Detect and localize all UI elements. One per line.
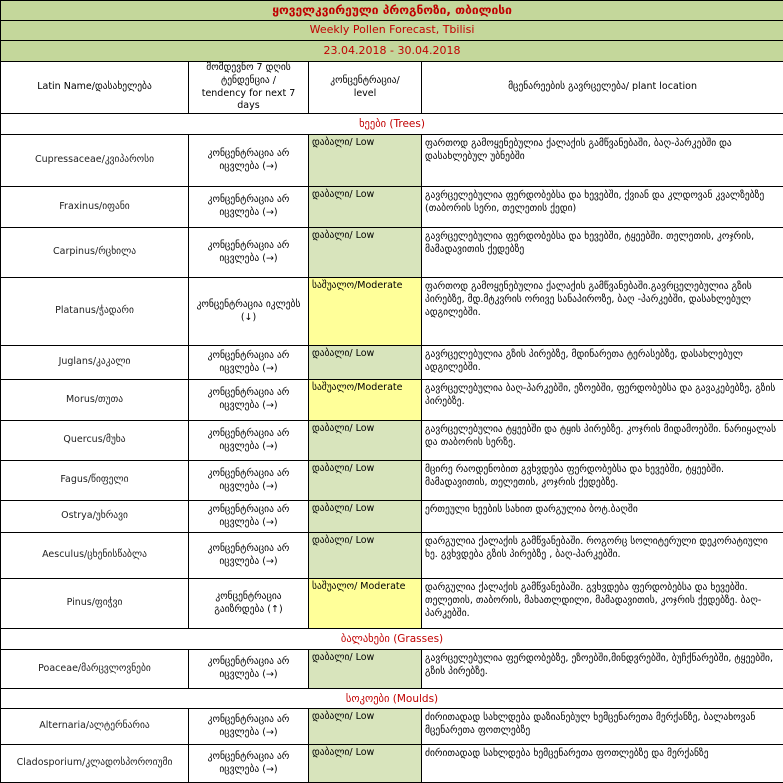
date-range: 23.04.2018 - 30.04.2018 xyxy=(1,41,783,62)
section-title: ხეები (Trees) xyxy=(1,114,783,135)
tendency-cell: კონცენტრაცია არ იცვლება (→) xyxy=(189,421,309,461)
location-cell: ფართოდ გამოყენებულია ქალაქის გამწვანებაში, ბაღ-პარკებში და დასახლებულ უბნებში xyxy=(422,135,783,187)
column-header-location: მცენარეების გავრცელება/ plant location xyxy=(422,62,783,114)
location-cell: გავრცელებულია ტყეებში და ტყის პირებზე. კოჯრის მიდამოებში. ნარიყალას და თაბორის სერზე. xyxy=(422,421,783,461)
column-header-latin: Latin Name/დასახელება xyxy=(1,62,189,114)
level-cell: დაბალი/ Low xyxy=(309,187,422,228)
section-title: ბალახები (Grasses) xyxy=(1,629,783,650)
column-header-level xyxy=(309,62,422,114)
plant-name-cell: Aesculus/ცხენისწაბლა xyxy=(1,533,189,579)
plant-name-cell: Fagus/წიფელი xyxy=(1,461,189,501)
table-row xyxy=(1,745,783,783)
section-header-row xyxy=(1,689,783,709)
level-cell: დაბალი/ Low xyxy=(309,135,422,187)
level-cell: საშუალო/Moderate xyxy=(309,380,422,421)
title-row xyxy=(1,1,783,21)
dates-row xyxy=(1,41,783,62)
level-cell: საშუალო/Moderate xyxy=(309,278,422,346)
subtitle-row xyxy=(1,21,783,41)
location-cell: გავრცელებულია ფერდობებსა და ხევებში, ტყეებში. თელეთის, კოჯრის, მამადავითის ქედებზე xyxy=(422,228,783,278)
table-row xyxy=(1,533,783,579)
tendency-cell: კონცენტრაცია არ იცვლება (→) xyxy=(189,380,309,421)
level-cell: დაბალი/ Low xyxy=(309,650,422,689)
column-header-row xyxy=(1,62,783,114)
level-cell: დაბალი/ Low xyxy=(309,461,422,501)
level-cell: დაბალი/ Low xyxy=(309,709,422,745)
plant-name-cell: Fraxinus/იფანი xyxy=(1,187,189,228)
location-cell: გავრცელებულია გზის პირებზე, მდინარეთა ტერასებზე, დასახლებულ ადგილებში. xyxy=(422,346,783,380)
tendency-cell: კონცენტრაცია არ იცვლება (→) xyxy=(189,187,309,228)
location-cell: გავრცელებულია ფერდობებზე, ეზოებში,მინდვრებში, ბუჩქნარებში, ტყეებში, გზის პირებზე. xyxy=(422,650,783,689)
section-title: სოკოები (Moulds) xyxy=(1,689,783,709)
table-row xyxy=(1,228,783,278)
page-subtitle: Weekly Pollen Forecast, Tbilisi xyxy=(1,21,783,41)
table-row xyxy=(1,346,783,380)
tendency-cell: კონცენტრაცია არ იცვლება (→) xyxy=(189,709,309,745)
location-cell: დარგულია ქალაქის გამწვანებაში. გვხვდება ფერდობებსა და ხევებში. თელეთის, თაბორის, მახათლდილი, მამადავითის, კოჯრის ქედებზე. ბაღ-პარკებში. xyxy=(422,579,783,629)
column-header-level-ka: კონცენტრაცია/ xyxy=(330,74,400,86)
location-cell: მცირე რაოდენობით გვხვდება ფერდობებსა და ხევებში, ტყეებში. მამადავითის, თელეთის, კოჯრის ქედებზე. xyxy=(422,461,783,501)
table-row xyxy=(1,278,783,346)
level-cell: დაბალი/ Low xyxy=(309,745,422,783)
tendency-cell: კონცენტრაცია არ იცვლება (→) xyxy=(189,745,309,783)
plant-name-cell: Ostrya/უხრავი xyxy=(1,501,189,533)
table-row xyxy=(1,579,783,629)
level-cell: დაბალი/ Low xyxy=(309,501,422,533)
tendency-cell: კონცენტრაცია არ იცვლება (→) xyxy=(189,228,309,278)
level-cell: დაბალი/ Low xyxy=(309,421,422,461)
location-cell: დარგულია ქალაქის გამწვანებაში. როგორც სოლიტერული დეკორატიული ხე. გვხვდება გზის პირებზე , ბაღ-პარკებში. xyxy=(422,533,783,579)
plant-name-cell: Cupressaceae/კვიპაროსი xyxy=(1,135,189,187)
column-header-tendency xyxy=(189,62,309,114)
table-row xyxy=(1,135,783,187)
table-row xyxy=(1,709,783,745)
plant-name-cell: Poaceae/მარცვლოვნები xyxy=(1,650,189,689)
table-row xyxy=(1,421,783,461)
page-title: ყოველკვირეული პროგნოზი, თბილისი xyxy=(1,1,783,21)
plant-name-cell: Platanus/ჭადარი xyxy=(1,278,189,346)
location-cell: გავრცელებულია ფერდობებსა და ხევებში, ქვიან და კლდოვან კვალზებზე (თაბორის სერი, თელეთის ქედი) xyxy=(422,187,783,228)
table-row xyxy=(1,380,783,421)
table-row xyxy=(1,501,783,533)
level-cell: დაბალი/ Low xyxy=(309,533,422,579)
tendency-cell: კონცენტრაცია არ იცვლება (→) xyxy=(189,135,309,187)
plant-name-cell: Juglans/კაკალი xyxy=(1,346,189,380)
section-header-row xyxy=(1,114,783,135)
section-header-row xyxy=(1,629,783,650)
plant-name-cell: Morus/თუთა xyxy=(1,380,189,421)
location-cell: ძირითადად სახლდება დაზიანებულ ხემცენარეთა მერქანზე, ბალახოვან მცენარეთა ფოთლებზე xyxy=(422,709,783,745)
tendency-cell: კონცენტრაცია იკლებს (↓) xyxy=(189,278,309,346)
plant-name-cell: Cladosporium/კლადოსპოროიუმი xyxy=(1,745,189,783)
level-cell: საშუალო/ Moderate xyxy=(309,579,422,629)
level-cell: დაბალი/ Low xyxy=(309,228,422,278)
tendency-cell: კონცენტრაცია არ იცვლება (→) xyxy=(189,501,309,533)
location-cell: ძირითადად სახლდება ხემცენარეთა ფოთლებზე და მერქანზე xyxy=(422,745,783,783)
column-header-tendency-en: tendency for next 7 days xyxy=(201,87,296,112)
table-row xyxy=(1,461,783,501)
location-cell: ერთეული ხეების სახით დარგულია ბოტ.ბაღში xyxy=(422,501,783,533)
plant-name-cell: Alternaria/ალტერნარია xyxy=(1,709,189,745)
plant-name-cell: Carpinus/რცხილა xyxy=(1,228,189,278)
tendency-cell: კონცენტრაცია არ იცვლება (→) xyxy=(189,650,309,689)
tendency-cell: კონცენტრაცია არ იცვლება (→) xyxy=(189,533,309,579)
tendency-cell: კონცენტრაცია გაიზრდება (↑) xyxy=(189,579,309,629)
tendency-cell: კონცენტრაცია არ იცვლება (→) xyxy=(189,346,309,380)
table-row xyxy=(1,650,783,689)
plant-name-cell: Pinus/ფიჭვი xyxy=(1,579,189,629)
column-header-level-en: level xyxy=(353,87,377,99)
location-cell: გავრცელებულია ბაღ-პარკებში, ეზოებში, ფერდობებსა და გავაკებებზე, გზის პირებზე. xyxy=(422,380,783,421)
column-header-tendency-ka: მომდევნო 7 დღის ტენდენცია / xyxy=(206,62,291,86)
plant-name-cell: Quercus/მუხა xyxy=(1,421,189,461)
table-row xyxy=(1,187,783,228)
location-cell: ფართოდ გამოყენებულია ქალაქის გამწვანებაში.გავრცელებულია გზის პირებზე, მდ.მტკვრის ორივე სანაპიროზე, ბაღ -პარკებში, დასახლებულ ადგილებში. xyxy=(422,278,783,346)
tendency-cell: კონცენტრაცია არ იცვლება (→) xyxy=(189,461,309,501)
level-cell: დაბალი/ Low xyxy=(309,346,422,380)
